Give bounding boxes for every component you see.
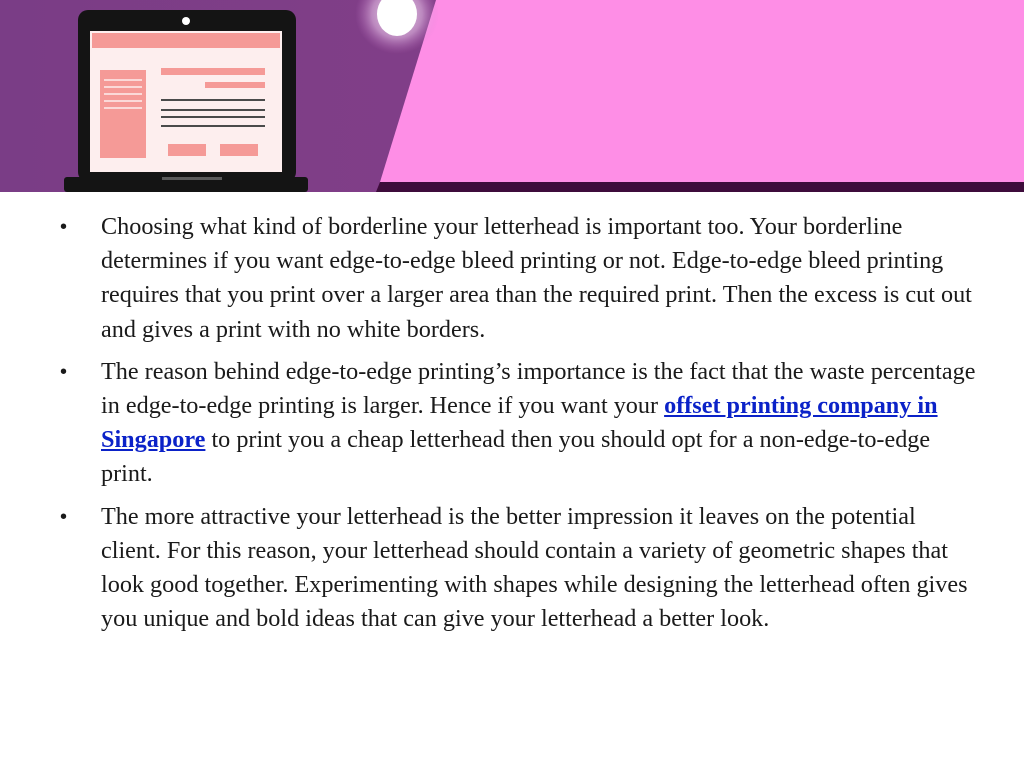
banner-pink-panel xyxy=(380,0,1024,182)
slide-content xyxy=(58,210,978,644)
laptop-camera xyxy=(182,17,190,25)
bullet-item-attractive-design xyxy=(58,500,978,637)
bullet-text: The more attractive your letterhead is the better impression it leaves on the potential client. For this reason, your letterhead should contain a variety of geometric shapes that look good together. Experimenting with shapes while designing the letterhead often gives you unique and bold ideas that can give your letterhead a better look. xyxy=(101,502,968,633)
bullet-marker: • xyxy=(60,505,68,528)
laptop-hinge xyxy=(162,177,222,180)
header-banner xyxy=(0,0,1024,192)
screen-subtitle-bar xyxy=(205,82,265,88)
bullet-text: Choosing what kind of borderline your letterhead is important too. Your borderline determines if you want edge-to-edge bleed printing or not. Edge-to-edge bleed printing requires that you print over a larger area than the required print. Then the excess is cut out and gives a print with no white borders. xyxy=(101,213,972,343)
bullet-item-edge-printing xyxy=(58,355,978,492)
screen-title-bar xyxy=(161,68,265,75)
banner-dark-stripe xyxy=(376,182,1024,192)
bullet-item-borderline xyxy=(58,210,978,347)
laptop-illustration xyxy=(64,10,308,192)
bullet-marker: • xyxy=(60,216,68,238)
screen-button-2 xyxy=(220,144,258,156)
bullet-list xyxy=(58,210,978,636)
bullet-text-after-link: to print you a cheap letterhead then you should opt for a non-edge-to-edge print. xyxy=(101,426,931,488)
screen-sidebar xyxy=(100,70,146,158)
bullet-marker: • xyxy=(60,360,68,383)
offset-printing-link[interactable]: offset printing company in Singapore xyxy=(101,392,938,454)
bullet-text-before-link: The reason behind edge-to-edge printing’s importance is the fact that the waste percentage in edge-to-edge printing is larger. Hence if you want your xyxy=(101,357,976,420)
screen-button-1 xyxy=(168,144,206,156)
screen-header-bar xyxy=(92,33,280,48)
